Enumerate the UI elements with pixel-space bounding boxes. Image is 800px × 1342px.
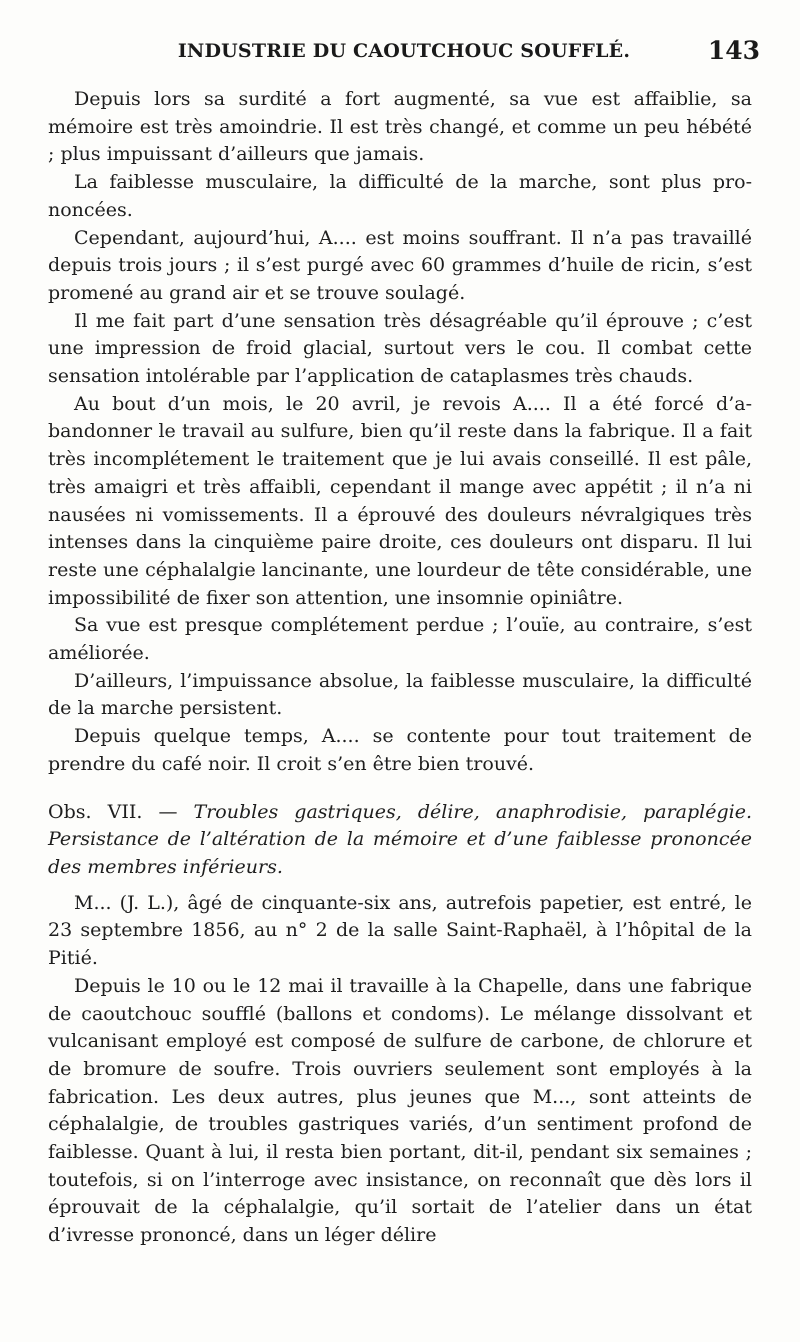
paragraph: Depuis le 10 ou le 12 mai il travaille à la Chapelle, dans une fabrique de caoutchouc soufflé (ballons et condoms). Le mélange dissolvant et vulcanisant employé est composé de sulfure de carbone, de chlorure et de bromure de soufre. Trois ouvriers seulement sont employés à la fabrication. Les deux autres, plus jeunes que M..., sont atteints de céphalalgie, de troubles gastriques variés, d’un sentiment profond de faiblesse. Quant à lui, il resta bien portant, dit-il, pendant six semaines ; toutefois, si on l’interroge avec insistance, on reconnaît que dès lors il éprouvait de la céphalalgie, qu’il sortait de l’atelier dans un état d’ivresse prononcé, dans un léger délire bbox=[48, 974, 752, 1247]
paragraph: Il me fait part d’une sensation très désagréable qu’il éprouve ; c’est une impression de froid glacial, surtout vers le cou. Il combat cette sensation intolérable par l’application de cataplasmes très chauds. bbox=[48, 309, 752, 388]
paragraph: Depuis quelque temps, A.... se contente pour tout traitement de prendre du café noir. Il croit s’en être bien trouvé. bbox=[48, 725, 752, 775]
running-header bbox=[48, 36, 760, 70]
body-text bbox=[48, 86, 752, 1250]
paragraph: La faiblesse musculaire, la difficulté de la marche, sont plus prononcées. bbox=[48, 171, 752, 221]
paragraph: Au bout d’un mois, le 20 avril, je revois A.... Il a été forcé d’abandonner le travail au sulfure, bien qu’il reste dans la fabrique. Il a fait très incomplétement le traitement que je lui avais conseillé. Il est pâle, très amaigri et très affaibli, cependant il mange avec appétit ; il n’a ni nausées ni vomissements. Il a éprouvé des douleurs névralgiques très intenses dans la cinquième paire droite, ces douleurs ont disparu. Il lui reste une céphalalgie lancinante, une lourdeur de tête considérable, une impossibilité de fixer son attention, une insomnie opiniâtre. bbox=[48, 392, 752, 609]
paragraph: Depuis lors sa surdité a fort augmenté, sa vue est affaiblie, sa mémoire est très amoindrie. Il est très changé, et comme un peu hébété ; plus impuissant d’ailleurs que jamais. bbox=[48, 88, 752, 166]
observation-label: Obs. VII. — bbox=[48, 800, 178, 823]
page-number: 143 bbox=[707, 36, 760, 65]
paragraph: Sa vue est presque complétement perdue ; l’ouïe, au contraire, s’est améliorée. bbox=[48, 614, 752, 665]
observation-heading bbox=[48, 799, 752, 882]
paragraph: D’ailleurs, l’impuissance absolue, la faiblesse musculaire, la difficulté de la marche persistent. bbox=[48, 669, 752, 720]
paragraph: Cependant, aujourd’hui, A.... est moins souffrant. Il n’a pas travaillé depuis trois jours ; il s’est purgé avec 60 grammes d’huile de ricin, s’est promené au grand air et se trouve soulagé. bbox=[48, 226, 752, 304]
running-title: INDUSTRIE DU CAOUTCHOUC SOUFFLÉ. bbox=[177, 40, 631, 62]
observation-title: Troubles gastriques, délire, anaphrodisie, paraplégie. Persistance de l’altération de la mémoire et d’une faiblesse prononcée des membres inférieurs. bbox=[48, 800, 752, 878]
paragraph: M... (J. L.), âgé de cinquante-six ans, autrefois papetier, est entré, le 23 septembre 1856, au n° 2 de la salle Saint-Raphaël, à l’hôpital de la Pitié. bbox=[48, 891, 752, 970]
